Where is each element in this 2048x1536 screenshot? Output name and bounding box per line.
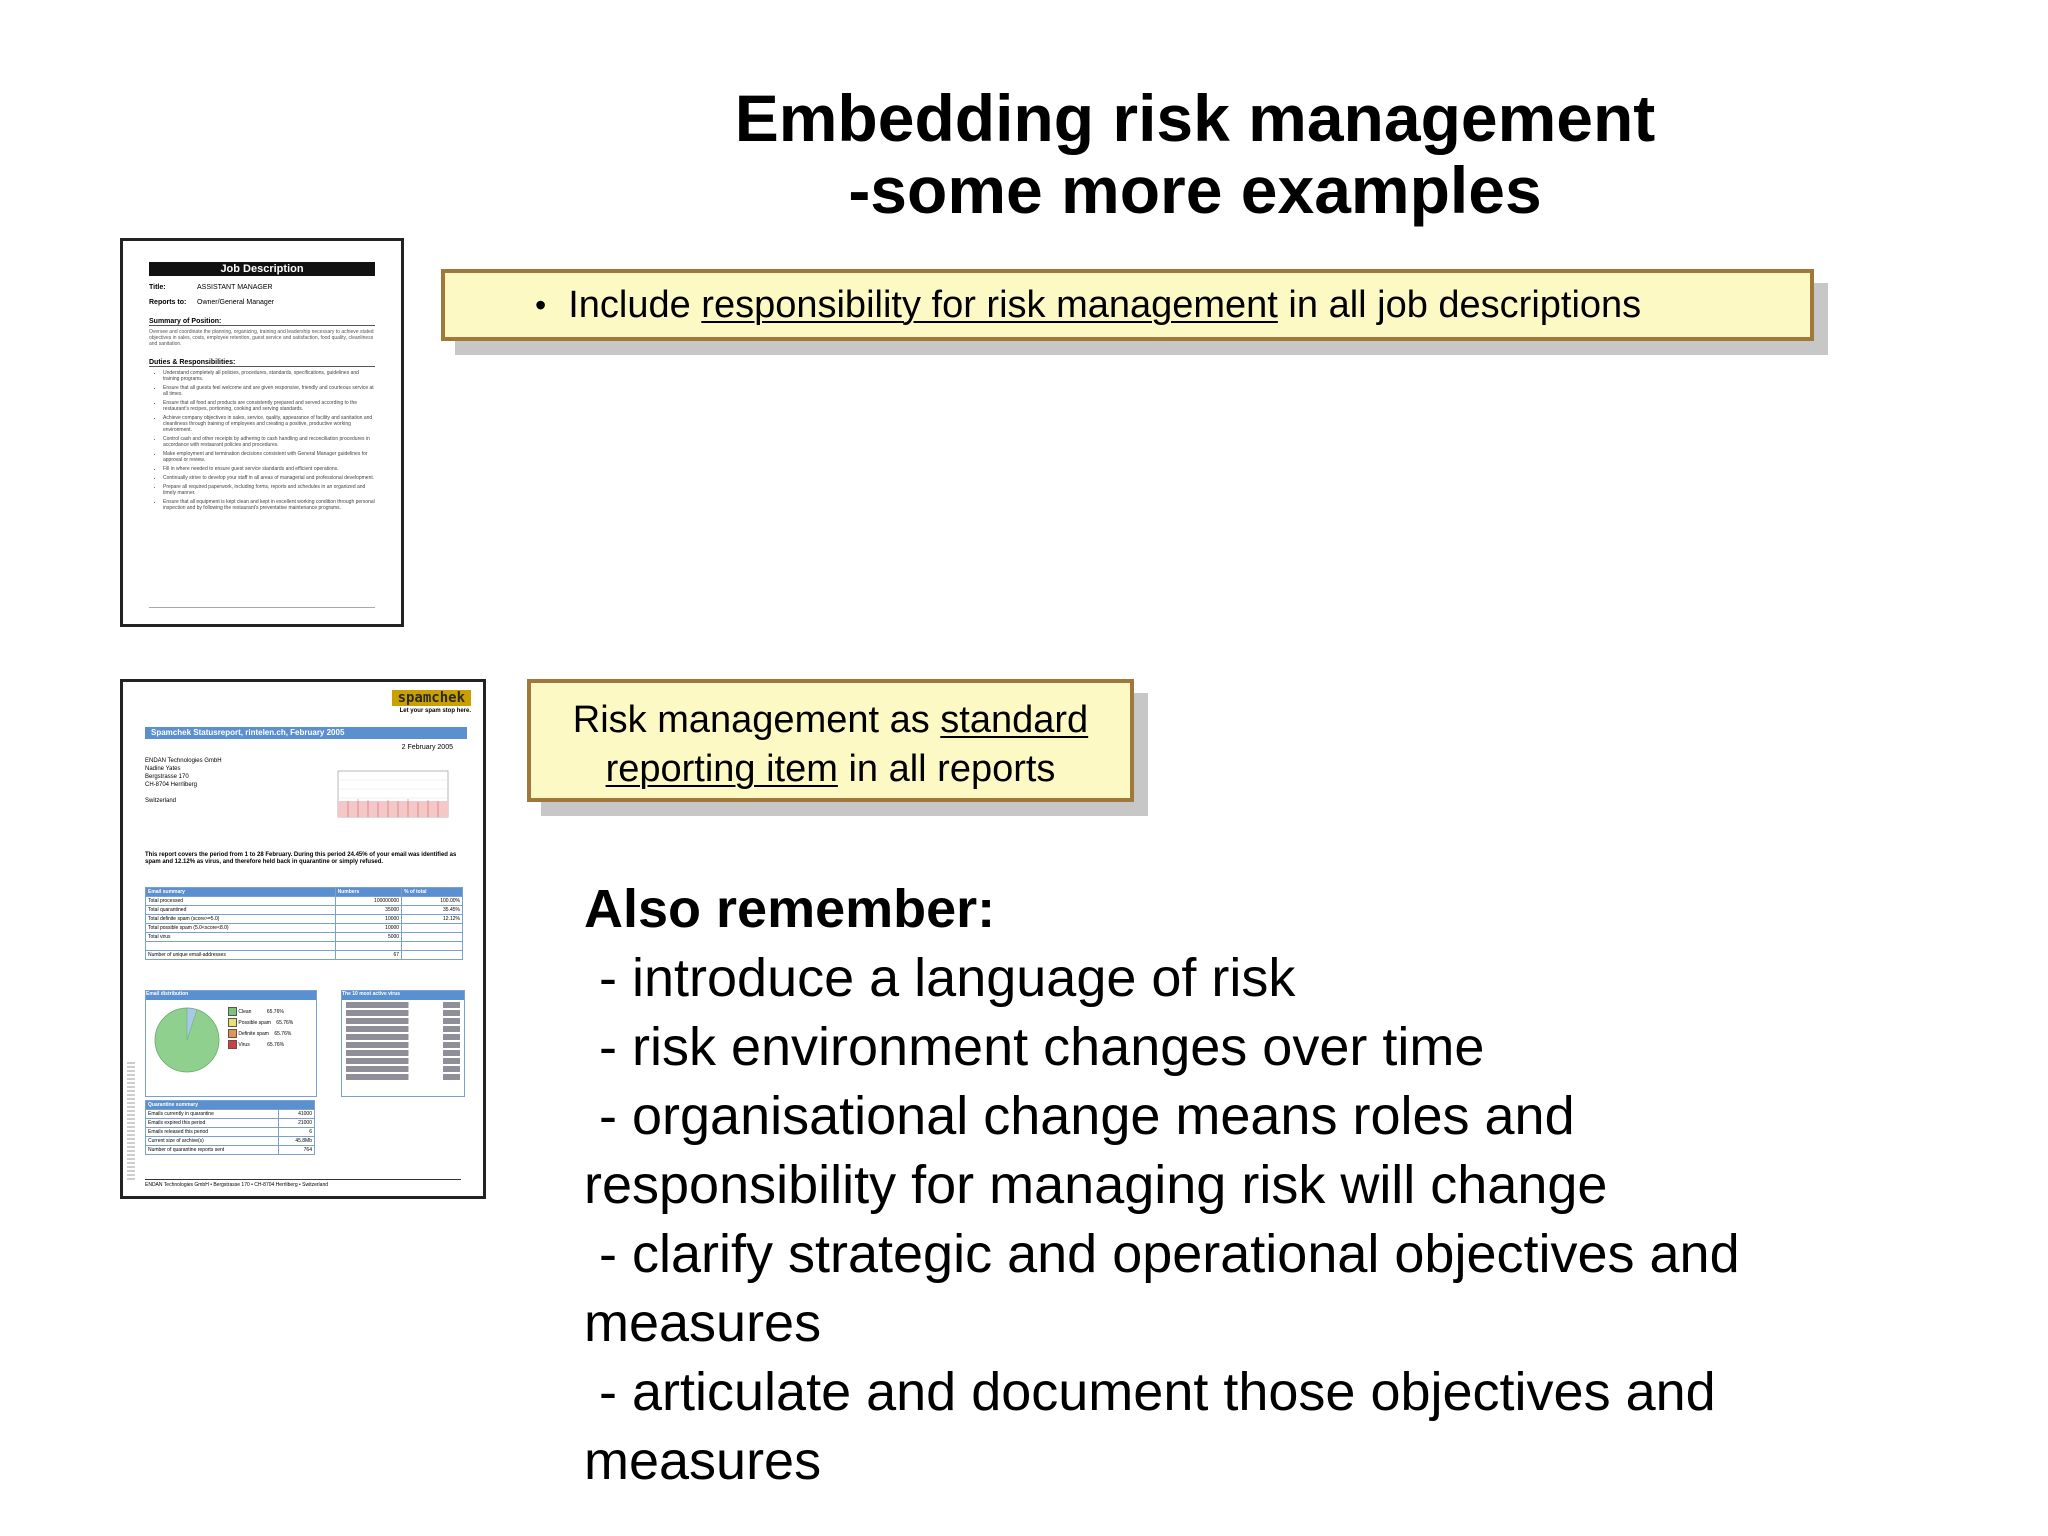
job-reports-value: Owner/General Manager xyxy=(197,299,275,306)
table-row: Number of unique email-addresses 67 xyxy=(146,951,463,960)
quarantine-summary-table: Quarantine summary Emails currently in quarantine 41000 Emails expired this period 21000 Emails released this period 6 Current size of archive(s) 45.8Mb Number of quarantine reports sent 764 xyxy=(145,1100,315,1155)
callout-report-line1: Risk management as standard xyxy=(572,699,1089,741)
remember-line: measures xyxy=(584,1431,822,1491)
remember-line: - articulate and document those objectives and xyxy=(584,1362,1716,1422)
job-reports-row xyxy=(149,299,375,306)
email-distribution-panel xyxy=(145,990,317,1097)
top-virus-panel xyxy=(341,990,465,1097)
distribution-pie-chart xyxy=(152,1005,222,1075)
table-row: Total virus 5000 xyxy=(146,933,463,942)
duty-item: • Ensure that all food and products are consistently prepared and served according to the restaurant's recipes, portioning, cooking and serving standards. xyxy=(163,400,375,412)
side-margin-text xyxy=(127,1062,135,1182)
bullet-icon: • xyxy=(535,286,547,323)
slide-title-line1: Embedding risk management xyxy=(734,81,1656,155)
job-description-thumbnail xyxy=(120,238,404,627)
distribution-legend: Clean 65.76% Possible spam 65.76% Definite spam 65.76% Virus 65.76% xyxy=(228,1007,293,1051)
callout-report-emphasis-1: standard xyxy=(940,699,1089,741)
report-footer: ENDAN Technologies GmbH • Bergstrasse 170 • CH-8704 Herrliberg • Switzerland xyxy=(145,1179,461,1188)
duty-item: • Control cash and other receipts by adhering to cash handling and reconciliation procedures in accordance with restaurant policies and procedures. xyxy=(163,436,375,448)
callout-job-emphasis: responsibility for risk management xyxy=(701,283,1278,326)
job-reports-label: Reports to: xyxy=(149,299,187,306)
report-address: ENDAN Technologies GmbH Nadine Yates Bergstrasse 170 CH-8704 Herrliberg Switzerland xyxy=(145,758,222,804)
job-title-value: ASSISTANT MANAGER xyxy=(197,284,273,291)
table-row: Emails released this period 6 xyxy=(146,1128,315,1137)
table-row: Emails expired this period 21000 xyxy=(146,1119,315,1128)
remember-line: - risk environment changes over time xyxy=(584,1017,1485,1077)
table-row: Total processed 100000000 100.00% xyxy=(146,897,463,906)
duties-heading: Duties & Responsibilities: xyxy=(149,359,375,367)
duty-item: • Achieve company objectives in sales, service, quality, appearance of facility and sanitation and cleanliness through training of employees and creating a positive, productive working environment. xyxy=(163,415,375,433)
spamchek-logo: spamchek xyxy=(392,690,471,706)
status-report-thumbnail xyxy=(120,679,486,1199)
table-row xyxy=(146,942,463,951)
also-remember-block xyxy=(584,875,2034,1496)
remember-line: - clarify strategic and operational objectives and xyxy=(584,1224,1740,1284)
job-title-row xyxy=(149,284,375,291)
reporting-callout xyxy=(527,679,1134,802)
duty-item: • Understand completely all policies, procedures, standards, specifications, guidelines and training programs. xyxy=(163,370,375,382)
slide-title xyxy=(640,82,1750,226)
slide-title-line2: -some more examples xyxy=(848,153,1542,227)
duty-item: • Continually strive to develop your staff in all areas of managerial and professional development. xyxy=(163,475,375,481)
job-description-footer xyxy=(149,607,375,610)
virus-heading: The 10 most active virus xyxy=(342,991,464,1000)
report-date: 2 February 2005 xyxy=(401,744,453,751)
duty-item: • Ensure that all equipment is kept clean and kept in excellent working condition through personal inspection and by following the restaurant's preventative maintenance programs. xyxy=(163,499,375,511)
report-banner: Spamchek Statusreport, rintelen.ch, February 2005 xyxy=(145,727,467,739)
remember-line: measures xyxy=(584,1293,822,1353)
summary-text: Oversee and coordinate the planning, organizing, training and leadership necessary to achieve stated objectives in sales, costs, employee retention, guest service and satisfaction, food quality, cleanliness and sanitation. xyxy=(149,329,374,347)
callout-job-text: Include responsibility for risk management in all job descriptions xyxy=(568,283,1642,326)
table-row: Number of quarantine reports sent 764 xyxy=(146,1146,315,1155)
duty-item: • Make employment and termination decisions consistent with General Manager guidelines for approval or review. xyxy=(163,451,375,463)
spam-trend-chart xyxy=(328,767,453,827)
distribution-heading: Email distribution xyxy=(146,991,316,1000)
table-row: Emails currently in quarantine 41000 xyxy=(146,1110,315,1119)
email-summary-table: Email summary Numbers % of total Total processed 100000000 100.00% Total quarantined 35000 35.45% Total definite spam (score>=5.0) 10000 12.12% Total possible spam (5.0<score<8.0) 10000 Total virus 5000 Number of unique email-addresses 67 xyxy=(145,887,463,960)
job-description-callout xyxy=(441,269,1814,341)
table-row: Total definite spam (score>=5.0) 10000 12.12% xyxy=(146,915,463,924)
also-remember-heading: Also remember: xyxy=(584,879,996,939)
remember-line: responsibility for managing risk will change xyxy=(584,1155,1608,1215)
job-description-header: Job Description xyxy=(149,262,375,276)
table-row: Total possible spam (5.0<score<8.0) 10000 xyxy=(146,924,463,933)
duty-item: • Fill in where needed to ensure guest service standards and efficient operations. xyxy=(163,466,375,472)
report-summary: This report covers the period from 1 to 28 February. During this period 24.45% of your email was identified as spam and 12.12% as virus, and therefore held back in quarantine or simply refused. xyxy=(145,852,457,865)
callout-report-line2: reporting item in all reports xyxy=(605,748,1056,790)
remember-line: - organisational change means roles and xyxy=(584,1086,1575,1146)
table-row: Current size of archive(s) 45.8Mb xyxy=(146,1137,315,1146)
summary-heading: Summary of Position: xyxy=(149,318,375,326)
remember-line: - introduce a language of risk xyxy=(584,948,1296,1008)
spamchek-slogan: Let your spam stop here. xyxy=(399,708,471,714)
table-row: Total quarantined 35000 35.45% xyxy=(146,906,463,915)
duty-item: • Ensure that all guests feel welcome and are given responsive, friendly and courteous service at all times. xyxy=(163,385,375,397)
callout-report-emphasis-2: reporting item xyxy=(605,748,838,790)
job-title-label: Title: xyxy=(149,284,166,291)
duty-item: • Prepare all required paperwork, including forms, reports and schedules in an organized and timely manner. xyxy=(163,484,375,496)
duties-list xyxy=(149,370,375,511)
